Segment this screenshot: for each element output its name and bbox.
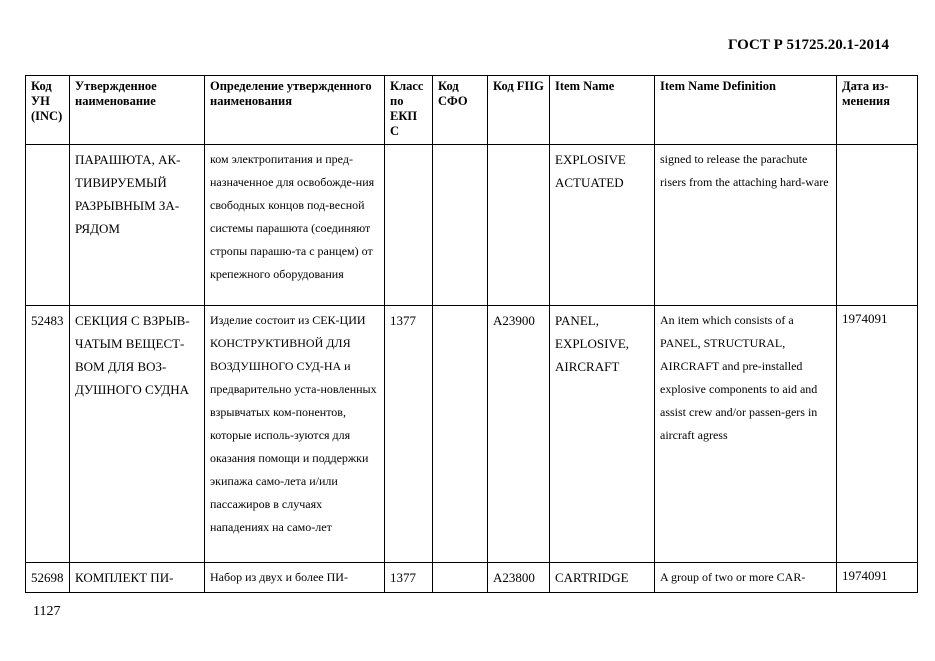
cell-fiig-code: A23800 xyxy=(488,563,550,593)
header-inc-code: Код УН (INC) xyxy=(26,76,70,145)
cell-name-definition: ком электропитания и пред-назначенное для освобожде-ния свободных концов под-весной системы парашюта (соединяют стропы парашю-та с ранцем) от крепежного оборудования xyxy=(205,145,385,306)
header-change-date: Дата из-менения xyxy=(837,76,918,145)
cell-change-date: 1974091 xyxy=(837,306,918,563)
cell-sfo-code xyxy=(433,306,488,563)
cell-inc-code xyxy=(26,145,70,306)
cell-change-date: 1974091 xyxy=(837,563,918,593)
cell-item-name-definition: An item which consists of a PANEL, STRUCTURAL, AIRCRAFT and pre-installed explosive components to aid and assist crew and/or passen-gers in aircraft agress xyxy=(655,306,837,563)
cell-inc-code: 52698 xyxy=(26,563,70,593)
catalog-table xyxy=(25,75,918,593)
header-class: Класс по ЕКП С xyxy=(385,76,433,145)
cell-class: 1377 xyxy=(385,563,433,593)
document-standard-code: ГОСТ Р 51725.20.1-2014 xyxy=(727,37,889,53)
cell-fiig-code xyxy=(488,145,550,306)
page-number: 1127 xyxy=(33,604,61,619)
cell-name-definition: Набор из двух и более ПИ- xyxy=(205,563,385,593)
table-row xyxy=(26,306,918,563)
cell-class: 1377 xyxy=(385,306,433,563)
cell-name-definition: Изделие состоит из СЕК-ЦИИ КОНСТРУКТИВНОЙ ДЛЯ ВОЗДУШНОГО СУД-НА и предварительно уста-новленных взрывчатых ком-понентов, которые исполь-зуются для оказания помощи и поддержки экипажа само-лета и/или пассажиров в случаях нападениях на само-лет xyxy=(205,306,385,563)
cell-approved-name: СЕКЦИЯ С ВЗРЫВ-ЧАТЫМ ВЕЩЕСТ-ВОМ ДЛЯ ВОЗ-ДУШНОГО СУДНА xyxy=(70,306,205,563)
cell-item-name: EXPLOSIVE ACTUATED xyxy=(550,145,655,306)
cell-change-date xyxy=(837,145,918,306)
cell-item-name: PANEL, EXPLOSIVE, AIRCRAFT xyxy=(550,306,655,563)
cell-fiig-code: A23900 xyxy=(488,306,550,563)
cell-sfo-code xyxy=(433,563,488,593)
header-approved-name: Утвержденное наименование xyxy=(70,76,205,145)
cell-approved-name: ПАРАШЮТА, АК-ТИВИРУЕМЫЙ РАЗРЫВНЫМ ЗА-РЯДОМ xyxy=(70,145,205,306)
cell-class xyxy=(385,145,433,306)
table-header-row xyxy=(26,76,918,145)
header-item-name-definition: Item Name Definition xyxy=(655,76,837,145)
cell-approved-name: КОМПЛЕКТ ПИ- xyxy=(70,563,205,593)
header-sfo-code: Код СФО xyxy=(433,76,488,145)
cell-item-name-definition: signed to release the parachute risers from the attaching hard-ware xyxy=(655,145,837,306)
cell-sfo-code xyxy=(433,145,488,306)
cell-item-name: CARTRIDGE xyxy=(550,563,655,593)
table-row xyxy=(26,145,918,306)
cell-inc-code: 52483 xyxy=(26,306,70,563)
header-item-name: Item Name xyxy=(550,76,655,145)
table-row xyxy=(26,563,918,593)
header-fiig-code: Код FIIG xyxy=(488,76,550,145)
header-name-definition: Определение утвержденного наименования xyxy=(205,76,385,145)
cell-item-name-definition: A group of two or more CAR- xyxy=(655,563,837,593)
